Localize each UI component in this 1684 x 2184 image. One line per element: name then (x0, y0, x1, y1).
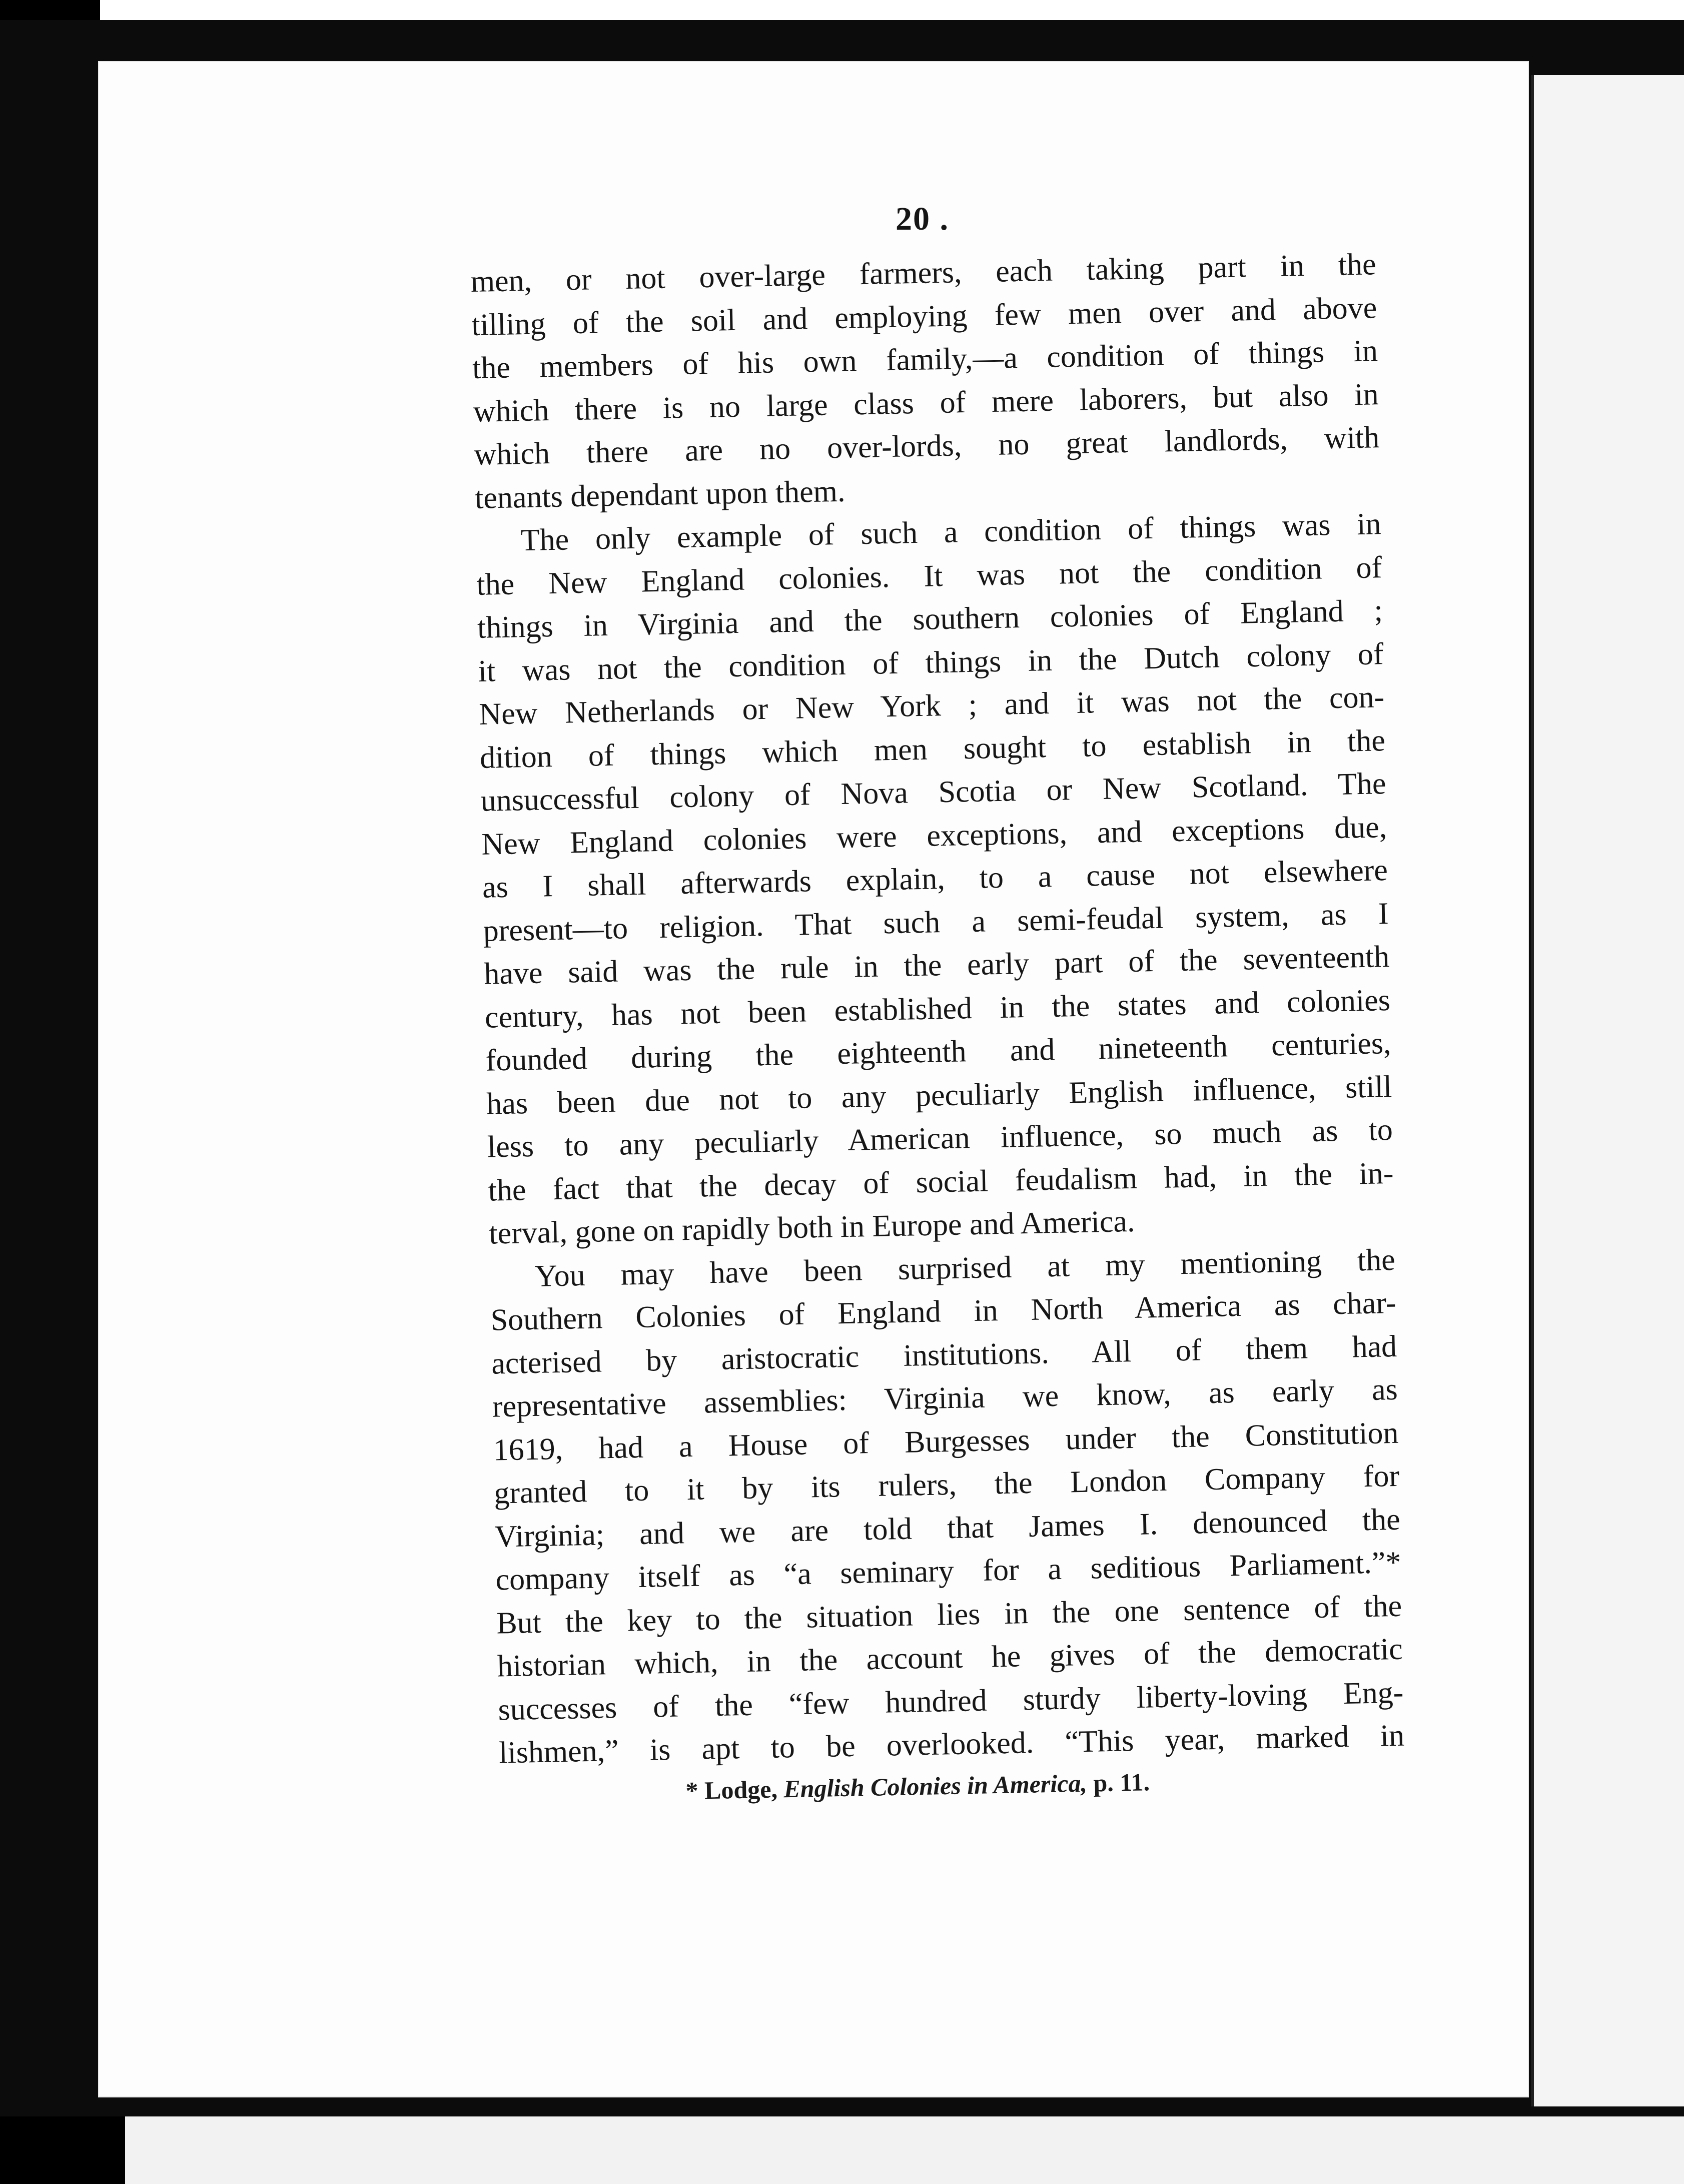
text-line: lishmen,” is apt to be overlooked. “This year, marked in (498, 1718, 1405, 1770)
text-line: as I shall afterwards explain, to a cause not elsewhere (482, 853, 1388, 905)
text-line: the members of his own family,—a condition of things in (472, 334, 1378, 385)
text-line: present—to religion. That such a semi-feudal system, as I (483, 896, 1389, 948)
text-line: Southern Colonies of England in North America as char- (490, 1285, 1396, 1337)
text-line: founded during the eighteenth and nineteenth centuries, (485, 1026, 1392, 1078)
text-line: the New England colonies. It was not the condition of (476, 550, 1382, 602)
scan-top-notch (0, 0, 100, 20)
text-line: 1619, had a House of Burgesses under the Constitution (493, 1415, 1399, 1468)
text-line: century, has not been established in the states and colonies (484, 983, 1391, 1035)
text-line: which there is no large class of mere laborers, but also in (473, 377, 1379, 429)
text-line: dition of things which men sought to establish in the (479, 723, 1386, 775)
footnote-title: English Colonies in America, (783, 1769, 1088, 1803)
text-line: tenants dependant upon them. (474, 474, 846, 515)
text-line: Virginia; and we are told that James I. denounced the (494, 1502, 1401, 1554)
scan-top-border (0, 0, 1684, 20)
body-text (470, 243, 1405, 1775)
footnote-author: * Lodge, (685, 1775, 778, 1805)
text-line: New Netherlands or New York ; and it was not the con- (478, 680, 1385, 732)
text-line: have said was the rule in the early part of the seventeenth (483, 939, 1390, 991)
text-line: historian which, in the account he gives of the democratic (497, 1632, 1403, 1684)
text-line: The only example of such a condition of things was in (520, 507, 1382, 558)
text-line: New England colonies were exceptions, and exceptions due, (481, 810, 1387, 862)
text-line: granted to it by its rulers, the London Company for (493, 1459, 1400, 1511)
text-line: tilling of the soil and employing few men over and above (471, 290, 1377, 342)
text-line: it was not the condition of things in the Dutch colony of (478, 636, 1384, 688)
text-line: which there are no over-lords, no great landlords, with (473, 420, 1380, 472)
adjacent-page-edge (1531, 75, 1684, 2106)
page-number: 20 . (896, 201, 949, 237)
scan-bottom-band (0, 2116, 1684, 2184)
text-line: You may have been surprised at my mentioning the (534, 1242, 1396, 1293)
text-line: terval, gone on rapidly both in Europe and America. (488, 1204, 1136, 1251)
text-line: acterised by aristocratic institutions. All of them had (491, 1329, 1397, 1381)
text-line: company itself as “a seminary for a seditious Parliament.”* (495, 1545, 1401, 1597)
text-line: But the key to the situation lies in the one sentence of the (496, 1589, 1402, 1640)
text-line: representative assemblies: Virginia we know, as early as (492, 1372, 1398, 1424)
text-line: men, or not over-large farmers, each taking part in the (470, 247, 1377, 299)
text-line: the fact that the decay of social feudalism had, in the in- (488, 1156, 1394, 1208)
text-line: successes of the “few hundred sturdy liberty-loving Eng- (497, 1675, 1404, 1727)
text-line: less to any peculiarly American influence, so much as to (487, 1112, 1393, 1164)
text-line: has been due not to any peculiarly English influence, still (486, 1069, 1392, 1121)
text-line: unsuccessful colony of Nova Scotia or New Scotland. The (480, 767, 1387, 818)
footnote-page: p. 11. (1093, 1768, 1150, 1797)
scan-bottom-edge (0, 2116, 125, 2184)
text-line: things in Virginia and the southern colonies of England ; (477, 593, 1383, 645)
